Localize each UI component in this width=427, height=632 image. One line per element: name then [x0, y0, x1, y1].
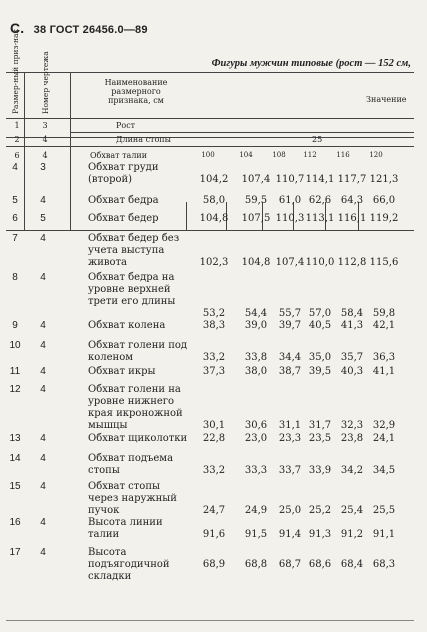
row-feature-number: 12	[9, 384, 21, 395]
row-feature-name: Высота линии талии	[88, 517, 163, 540]
row-value: 58,0	[202, 195, 226, 206]
col-drawing-header: Номер чертежа	[41, 51, 50, 114]
row-drawing-number: 4	[40, 517, 46, 528]
header-row-d: 4	[42, 135, 48, 144]
col-value-header: Значение	[366, 95, 407, 104]
row-value: 62,6	[308, 195, 332, 206]
row-value: 104,8	[241, 257, 271, 268]
row-value: 107,4	[241, 174, 271, 185]
row-value: 31,7	[308, 420, 332, 431]
row-value: 30,1	[202, 420, 226, 431]
row-value: 54,4	[244, 308, 268, 319]
row-value: 31,1	[278, 420, 302, 431]
row-drawing-number: 4	[40, 547, 46, 558]
row-value: 64,3	[340, 195, 364, 206]
row-value: 33,3	[244, 465, 268, 476]
row-value: 110,0	[305, 257, 335, 268]
row-feature-number: 8	[12, 272, 18, 283]
standard-id: 38 ГОСТ 26456.0—89	[33, 24, 148, 36]
header-row-n: 1	[14, 121, 20, 130]
row-feature-number: 16	[9, 517, 21, 528]
row-value: 25,2	[308, 505, 332, 516]
row-value: 91,6	[202, 529, 226, 540]
row-drawing-number: 4	[40, 453, 46, 464]
row-value: 53,2	[202, 308, 226, 319]
row-value: 68,9	[202, 559, 226, 570]
row-feature-number: 13	[9, 433, 21, 444]
row-value: 115,6	[369, 257, 399, 268]
row-drawing-number: 4	[40, 320, 46, 331]
row-feature-number: 7	[12, 233, 18, 244]
row-value: 91,2	[340, 529, 364, 540]
row-feature-number: 11	[9, 366, 21, 377]
row-feature-name: Обхват щиколотки	[88, 433, 188, 444]
row-value: 68,7	[278, 559, 302, 570]
row-value: 25,5	[372, 505, 396, 516]
row-feature-name: Обхват бедра на уровне верхней трети его длины	[88, 272, 176, 307]
row-drawing-number: 4	[40, 195, 46, 206]
row-feature-name: Обхват стопы через наружный пучок	[88, 481, 177, 516]
row-value: 23,3	[278, 433, 302, 444]
row-value: 35,7	[340, 352, 364, 363]
row-value: 33,7	[278, 465, 302, 476]
row-drawing-number: 4	[40, 233, 46, 244]
row-value: 32,9	[372, 420, 396, 431]
row-value: 40,3	[340, 366, 364, 377]
row-feature-name: Обхват бедер без учета выступа живота	[88, 233, 180, 268]
row-value: 39,7	[278, 320, 302, 331]
waist-size-value: 104	[239, 151, 253, 159]
row-value: 38,3	[202, 320, 226, 331]
row-feature-name: Обхват икры	[88, 366, 156, 377]
row-value: 68,3	[372, 559, 396, 570]
row-value: 25,0	[278, 505, 302, 516]
row-value: 30,6	[244, 420, 268, 431]
row-value: 34,5	[372, 465, 396, 476]
row-value: 41,3	[340, 320, 364, 331]
row-feature-number: 15	[9, 481, 21, 492]
row-value: 33,2	[202, 352, 226, 363]
row-value: 24,9	[244, 505, 268, 516]
row-value: 66,0	[372, 195, 396, 206]
row-value: 68,6	[308, 559, 332, 570]
row-value: 91,5	[244, 529, 268, 540]
row-value: 119,2	[369, 213, 399, 224]
row-value: 35,0	[308, 352, 332, 363]
waist-size-value: 108	[272, 151, 286, 159]
row-feature-number: 5	[12, 195, 18, 206]
row-value: 68,8	[244, 559, 268, 570]
header-row-value: 25	[312, 135, 323, 144]
row-drawing-number: 4	[40, 272, 46, 283]
row-value: 23,5	[308, 433, 332, 444]
row-value: 104,2	[199, 174, 229, 185]
row-value: 23,0	[244, 433, 268, 444]
waist-size-value: 100	[201, 151, 215, 159]
row-feature-number: 6	[12, 213, 18, 224]
row-feature-name: Высота подъягодичной складки	[88, 547, 170, 582]
row-drawing-number: 3	[40, 162, 46, 173]
row-feature-number: 17	[9, 547, 21, 558]
row-value: 36,3	[372, 352, 396, 363]
row-value: 39,0	[244, 320, 268, 331]
col-name-header: Наименование размерного признака, см	[104, 78, 168, 105]
header-row-d: 4	[42, 151, 48, 160]
row-feature-number: 4	[12, 162, 18, 173]
row-value: 110,3	[275, 213, 305, 224]
row-value: 68,4	[340, 559, 364, 570]
row-value: 121,3	[369, 174, 399, 185]
col-feature-header: Размер-ный приз-нак	[11, 28, 20, 114]
row-value: 91,4	[278, 529, 302, 540]
row-drawing-number: 4	[40, 340, 46, 351]
row-feature-number: 10	[9, 340, 21, 351]
header-row-n: 2	[14, 135, 20, 144]
row-value: 59,5	[244, 195, 268, 206]
row-value: 33,8	[244, 352, 268, 363]
row-feature-name: Обхват голени под коленом	[88, 340, 188, 363]
row-value: 34,4	[278, 352, 302, 363]
row-value: 112,8	[337, 257, 367, 268]
row-value: 40,5	[308, 320, 332, 331]
row-feature-number: 14	[9, 453, 21, 464]
row-value: 32,3	[340, 420, 364, 431]
row-value: 117,7	[337, 174, 367, 185]
header-row-d: 3	[42, 121, 48, 130]
row-value: 102,3	[199, 257, 229, 268]
row-value: 38,0	[244, 366, 268, 377]
waist-size-value: 116	[336, 151, 350, 159]
row-value: 34,2	[340, 465, 364, 476]
page-bottom-rule	[6, 620, 414, 621]
row-value: 23,8	[340, 433, 364, 444]
row-feature-name: Обхват бедра	[88, 195, 159, 206]
page-letter: С.	[10, 20, 25, 36]
row-drawing-number: 4	[40, 384, 46, 395]
row-feature-number: 9	[12, 320, 18, 331]
row-value: 38,7	[278, 366, 302, 377]
waist-size-value: 112	[303, 151, 317, 159]
row-value: 24,1	[372, 433, 396, 444]
header-row-name: Длина стопы	[116, 135, 171, 144]
row-feature-name: Обхват подъема стопы	[88, 453, 174, 476]
row-feature-name: Обхват голени на уровне нижнего края икроножной мышцы	[88, 384, 183, 431]
row-value: 57,0	[308, 308, 332, 319]
row-value: 24,7	[202, 505, 226, 516]
row-value: 91,1	[372, 529, 396, 540]
row-value: 33,9	[308, 465, 332, 476]
row-drawing-number: 4	[40, 366, 46, 377]
row-value: 37,3	[202, 366, 226, 377]
row-value: 61,0	[278, 195, 302, 206]
table-subtitle: Фигуры мужчин типовые (рост — 152 см,	[211, 58, 411, 69]
row-feature-name: Обхват груди (второй)	[88, 162, 159, 185]
row-value: 39,5	[308, 366, 332, 377]
row-value: 91,3	[308, 529, 332, 540]
header-row-n: 6	[14, 151, 20, 160]
header-row-name: Обхват талии	[90, 151, 148, 160]
row-drawing-number: 4	[40, 481, 46, 492]
page-header	[10, 20, 148, 36]
row-value: 104,8	[199, 213, 229, 224]
row-value: 107,5	[241, 213, 271, 224]
row-value: 22,8	[202, 433, 226, 444]
row-value: 42,1	[372, 320, 396, 331]
header-row-name: Рост	[116, 121, 136, 130]
row-value: 33,2	[202, 465, 226, 476]
row-drawing-number: 4	[40, 433, 46, 444]
row-value: 110,7	[275, 174, 305, 185]
row-value: 59,8	[372, 308, 396, 319]
row-value: 114,1	[305, 174, 335, 185]
row-value: 41,1	[372, 366, 396, 377]
row-value: 107,4	[275, 257, 305, 268]
row-value: 58,4	[340, 308, 364, 319]
row-feature-name: Обхват колена	[88, 320, 166, 331]
row-value: 113,1	[305, 213, 335, 224]
row-value: 55,7	[278, 308, 302, 319]
waist-size-value: 120	[369, 151, 383, 159]
row-value: 116,1	[337, 213, 367, 224]
row-feature-name: Обхват бедер	[88, 213, 159, 224]
row-drawing-number: 5	[40, 213, 46, 224]
row-value: 25,4	[340, 505, 364, 516]
